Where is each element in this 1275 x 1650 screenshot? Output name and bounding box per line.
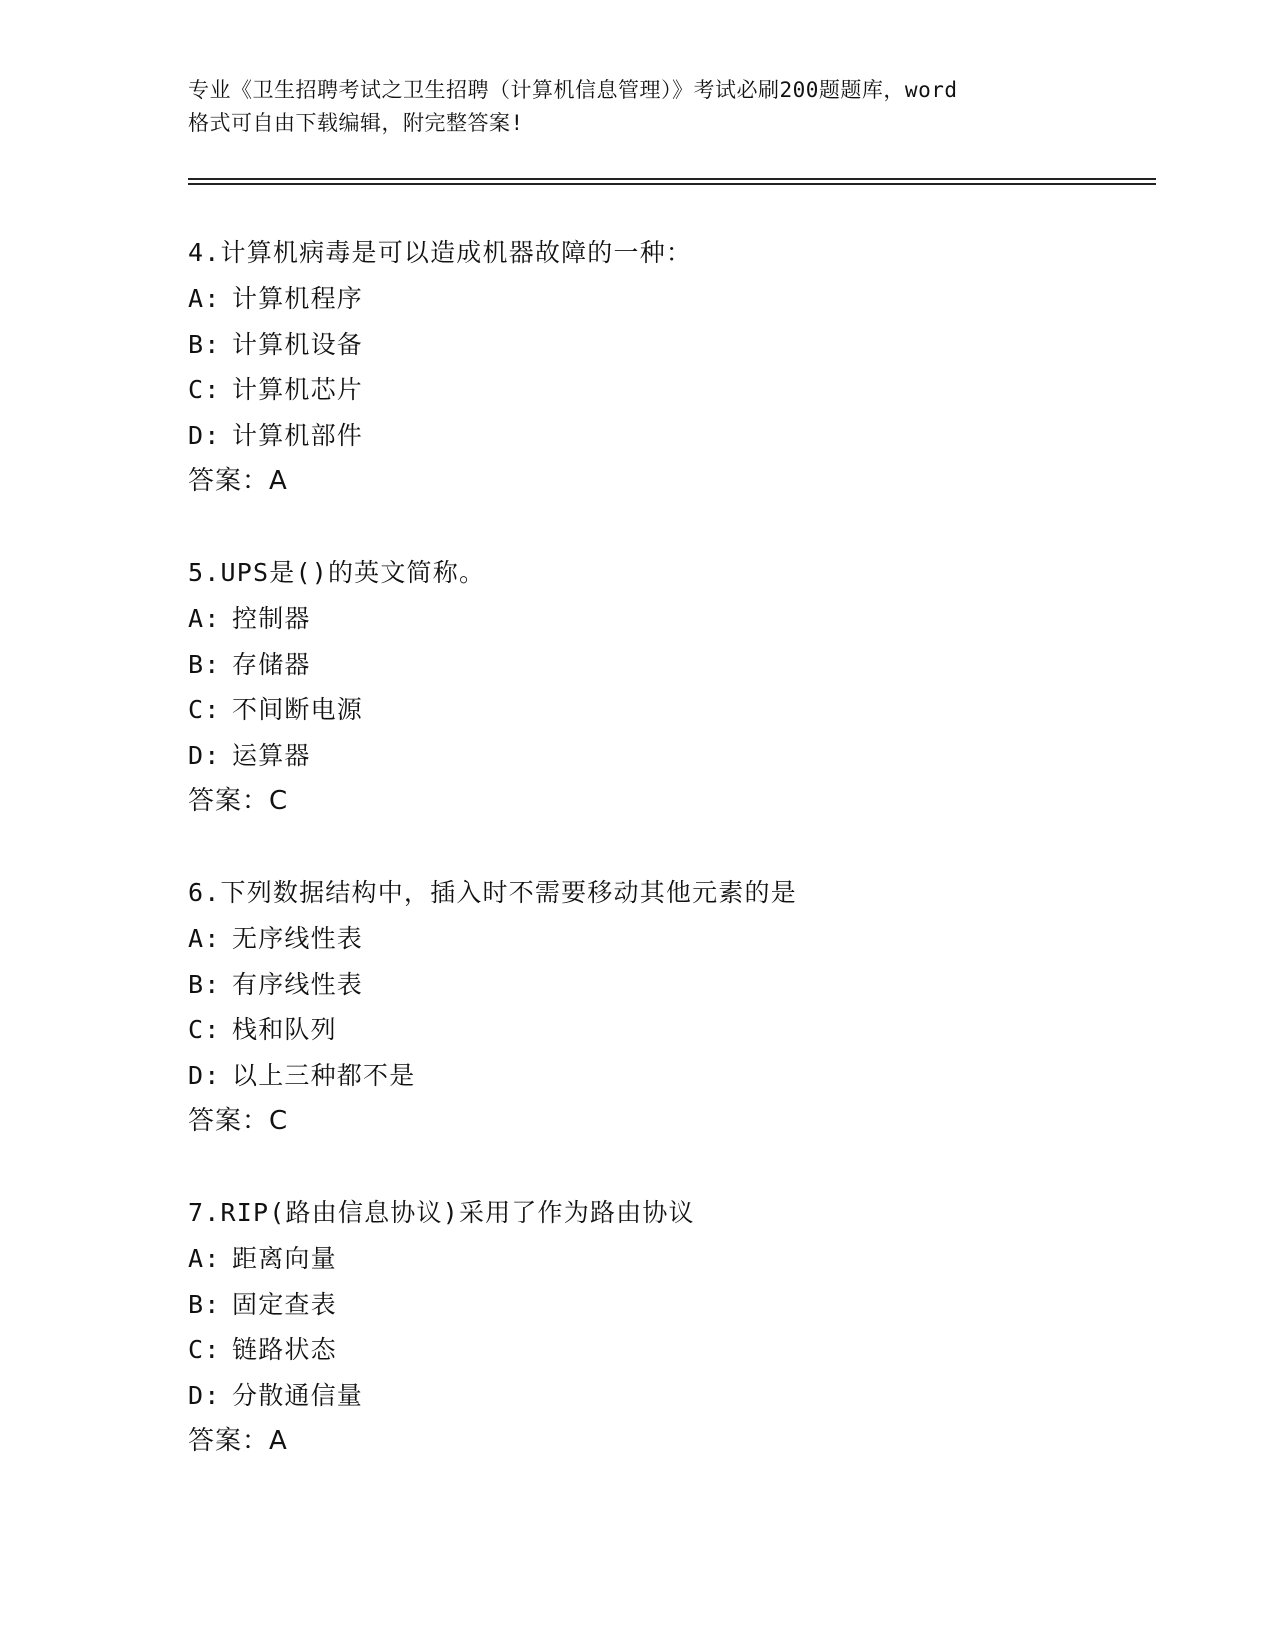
option-b <box>188 1290 1148 1336</box>
option-text: 无序线性表 <box>232 924 364 953</box>
option-text: 分散通信量 <box>232 1380 364 1410</box>
option-text: 计算机设备 <box>232 329 364 359</box>
option-d <box>188 421 1148 467</box>
option-a <box>188 924 1148 970</box>
option-text: 存储器 <box>232 649 311 679</box>
option-d <box>188 1061 1148 1107</box>
header-line-2: 格式可自由下载编辑，附完整答案! <box>188 111 524 135</box>
answer-line: 答案：C <box>188 786 289 816</box>
answer-line: 答案：C <box>188 1106 289 1136</box>
option-b <box>188 970 1148 1016</box>
question-block <box>188 878 1148 1152</box>
option-text: 栈和队列 <box>232 1015 337 1044</box>
option-letter: C: <box>188 375 221 404</box>
option-text: 链路状态 <box>232 1335 337 1364</box>
option-letter: D: <box>188 1060 221 1090</box>
option-text: 计算机部件 <box>232 420 364 450</box>
answer-line: 答案：A <box>188 1426 288 1456</box>
document-header <box>188 74 1088 140</box>
question-title: 7.RIP(路由信息协议)采用了作为路由协议 <box>188 1198 695 1227</box>
option-letter: B: <box>188 1289 221 1319</box>
option-text: 距离向量 <box>232 1244 337 1273</box>
option-text: 计算机程序 <box>232 284 364 313</box>
option-text: 有序线性表 <box>232 969 364 999</box>
answer-line: 答案：A <box>188 466 288 496</box>
option-letter: A: <box>188 284 221 313</box>
option-text: 以上三种都不是 <box>232 1060 416 1090</box>
option-text: 不间断电源 <box>232 695 364 724</box>
option-c <box>188 375 1148 421</box>
option-b <box>188 330 1148 376</box>
option-a <box>188 604 1148 650</box>
option-text: 运算器 <box>232 740 311 770</box>
option-text: 控制器 <box>232 604 311 633</box>
question-block <box>188 1198 1148 1472</box>
option-letter: D: <box>188 1380 221 1410</box>
option-letter: D: <box>188 420 221 450</box>
option-letter: D: <box>188 740 221 770</box>
option-b <box>188 650 1148 696</box>
header-divider-top <box>188 178 1156 180</box>
header-line-1: 专业《卫生招聘考试之卫生招聘（计算机信息管理）》考试必刷200题题库，word <box>188 78 958 102</box>
option-letter: B: <box>188 649 221 679</box>
option-letter: C: <box>188 1015 221 1044</box>
option-c <box>188 1335 1148 1381</box>
option-text: 固定查表 <box>232 1289 337 1319</box>
option-d <box>188 741 1148 787</box>
option-text: 计算机芯片 <box>232 375 364 404</box>
option-c <box>188 695 1148 741</box>
option-a <box>188 284 1148 330</box>
option-letter: C: <box>188 1335 221 1364</box>
option-a <box>188 1244 1148 1290</box>
question-block <box>188 238 1148 512</box>
option-c <box>188 1015 1148 1061</box>
option-letter: B: <box>188 329 221 359</box>
question-title: 6.下列数据结构中，插入时不需要移动其他元素的是 <box>188 878 797 907</box>
question-title: 4.计算机病毒是可以造成机器故障的一种： <box>188 238 693 267</box>
option-letter: C: <box>188 695 221 724</box>
option-letter: B: <box>188 969 221 999</box>
question-title: 5.UPS是()的英文简称。 <box>188 558 486 587</box>
option-d <box>188 1381 1148 1427</box>
option-letter: A: <box>188 604 221 633</box>
option-letter: A: <box>188 1244 221 1273</box>
option-letter: A: <box>188 924 221 953</box>
question-block <box>188 558 1148 832</box>
header-divider-bottom <box>188 183 1156 185</box>
